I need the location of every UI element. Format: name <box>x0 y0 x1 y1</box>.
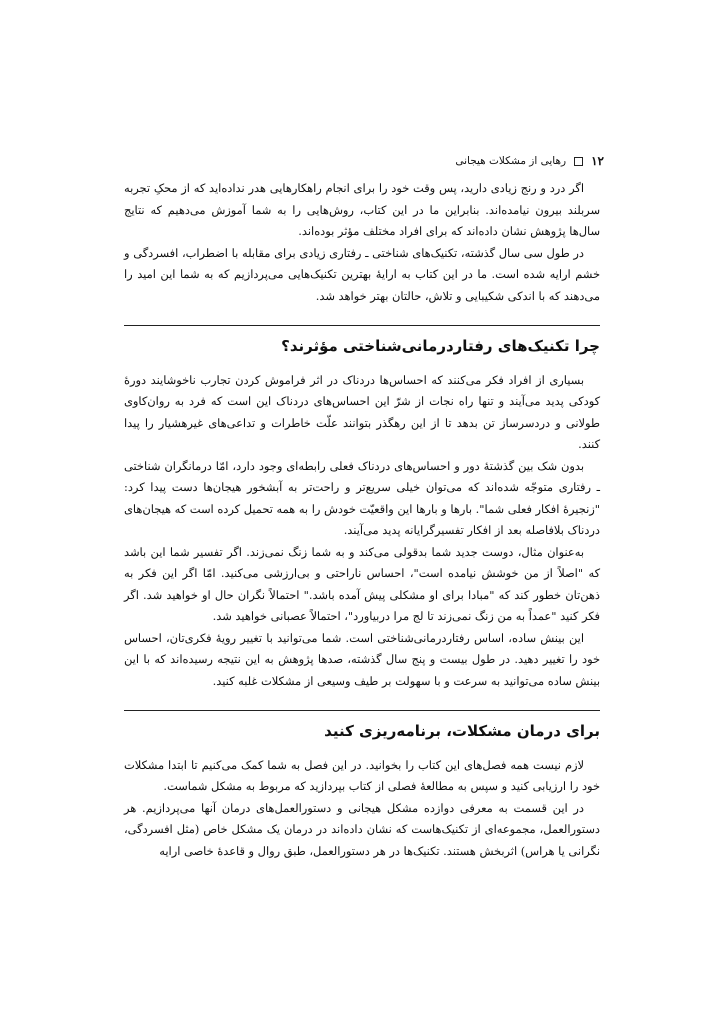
intro-paragraph: اگر درد و رنج زیادی دارید، پس وقت خود را برای انجام راهکارهایی هدر نداده‌اید که از محکِ تجربه سربلند بیرون نیامده‌اند. بنابراین ما در این کتاب، روش‌هایی را به شما آموزش می‌دهیم که نتایج سال‌ها پژوهش نشان داده‌اند که برای افراد مختلف مؤثر بوده‌اند. <box>124 181 600 238</box>
section-heading: چرا تکنیک‌های رفتاردرمانی‌شناختی مؤثرند؟ <box>281 337 600 355</box>
book-title: رهایی از مشکلات هیجانی <box>455 155 567 167</box>
body-paragraph: در این قسمت به معرفی دوازده مشکل هیجانی و دستورالعمل‌های درمان آنها می‌پردازیم. هر دستورالعمل، مجموعه‌ای از تکنیک‌هاست که نشان داده‌اند در درمان یک مشکل خاص (مثل افسردگی، نگرانی یا هراس) اثربخش هستند. تکنیک‌ها در هر دستورالعمل، طبق روال و قاعدهٔ خاصی ارایه <box>124 800 600 858</box>
running-header <box>455 154 604 168</box>
body-paragraph: لازم نیست همه فصل‌های این کتاب را بخوانید. در این فصل به شما کمک می‌کنیم تا ابتدا مشکلات خود را ارزیابی کنید و سپس به مطالعهٔ فصلی از کتاب بپردازید که مربوط به مشکل شماست. <box>124 757 600 793</box>
body-paragraph: بسیاری از افراد فکر می‌کنند که احساس‌ها دردناک در اثر فراموش کردن تجارب ناخوشایند دورهٔ کودکی پدید می‌آیند و تنها راه نجات از شرّ این احساس‌های دردناک این است که فرد به روان‌کاوی طولانی و دردسرساز تن بدهد تا از این رهگذر بتوانند علّت خاطرات و تداعی‌های غیرهشیار را پیدا کنند. <box>124 372 600 451</box>
section-divider <box>124 325 600 326</box>
body-paragraph: این بینش ساده، اساس رفتاردرمانی‌شناختی است. شما می‌توانید با تغییر رویهٔ فکری‌تان، احساس خود را تغییر دهید. در طول بیست و پنج سال گذشته، صدها پژوهش به این نتیجه رسیده‌اند که با این بینش ساده می‌توانید به سرعت و با سهولت بر طیف وسیعی از مشکلات غلبه کنید. <box>124 630 600 688</box>
section-divider <box>124 710 600 711</box>
body-paragraph: به‌عنوان مثال، دوست جدید شما بدقولی می‌کند و به شما زنگ نمی‌زند. اگر تفسیر شما این باشد که "اصلاً از من خوشش نیامده است"، احساس ناراحتی و بی‌ارزشی می‌کنید. امّا اگر این فکر به ذهن‌تان خطور کند که "مبادا برای او مشکلی پیش آمده باشد." احتمالاً نگران حال او خواهید شد. اگر فکر کنید "عمداً به من زنگ نمی‌زند تا لج مرا دربیاورد"، احتمالاً عصبانی خواهید شد. <box>124 544 600 623</box>
body-paragraph: بدون شک بین گذشتهٔ دور و احساس‌های دردناک فعلی رابطه‌ای وجود دارد، امّا درمانگران شناختی ـ رفتاری متوجّه شده‌اند که می‌توان خیلی سریع‌تر و راحت‌تر به آبشخور هیجان‌ها دست پیدا کرد: "زنجیرهٔ افکار فعلی شما". بارها و بارها این واقعیّت خودش را به همه تحمیل کرده است که هیجان‌های دردناک بلافاصله بعد از افکار تفسیرگرایانه پدید می‌آیند. <box>124 458 600 537</box>
square-bullet-icon <box>574 157 583 166</box>
page-body <box>124 178 600 862</box>
section-heading: برای درمان مشکلات، برنامه‌ریزی کنید <box>324 722 600 740</box>
intro-paragraph: در طول سی سال گذشته، تکنیک‌های شناختی ـ رفتاری زیادی برای مقابله با اضطراب، افسردگی و خشم ارایه شده است. ما در این کتاب به ارایهٔ بهترین تکنیک‌هایی می‌پردازیم که به شما این امید را می‌دهند که با اندکی شکیبایی و تلاش، حالتان بهتر خواهد شد. <box>124 245 600 303</box>
page-number: ۱۲ <box>591 154 604 168</box>
